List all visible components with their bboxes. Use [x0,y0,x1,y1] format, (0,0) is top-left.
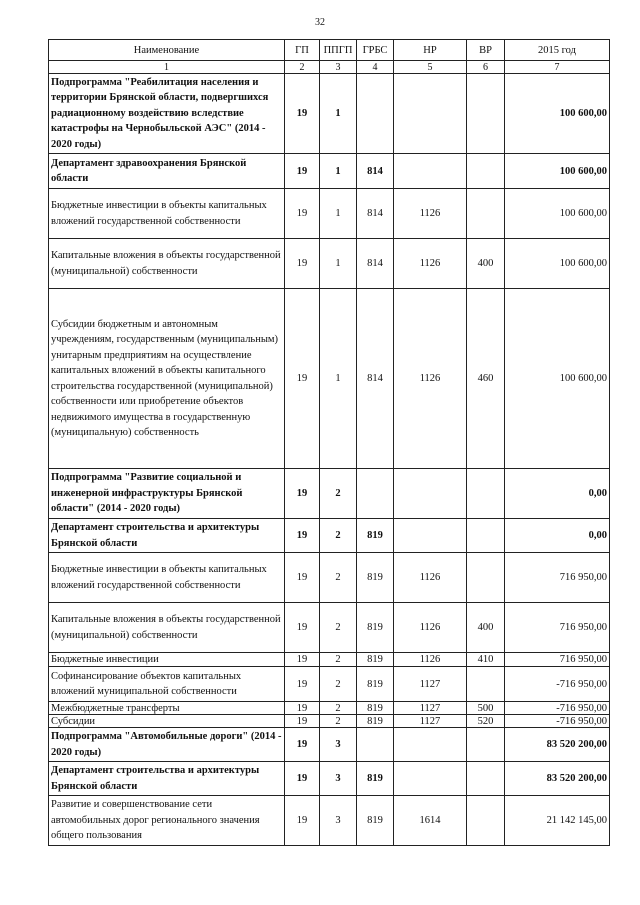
row-nr: 1127 [394,667,467,702]
row-vr [467,667,505,702]
row-name: Субсидии [49,715,285,728]
row-ppgp: 2 [320,553,357,603]
row-amount: 0,00 [505,519,610,553]
table-row [49,189,610,239]
row-vr [467,796,505,846]
row-nr [394,728,467,762]
row-amount: -716 950,00 [505,715,610,728]
row-vr: 460 [467,289,505,469]
row-grbs [357,74,394,154]
row-name: Департамент строительства и архитектуры Брянской области [49,762,285,796]
column-number: 1 [49,61,285,74]
row-nr: 1126 [394,653,467,667]
row-gp: 19 [285,74,320,154]
row-ppgp: 1 [320,239,357,289]
row-nr: 1126 [394,239,467,289]
row-grbs: 819 [357,715,394,728]
row-gp: 19 [285,796,320,846]
row-amount: 100 600,00 [505,154,610,189]
row-amount: 716 950,00 [505,653,610,667]
table-row [49,154,610,189]
table-row [49,702,610,715]
row-grbs: 819 [357,603,394,653]
table-row [49,603,610,653]
row-name: Бюджетные инвестиции в объекты капитальных вложений государственной собственности [49,553,285,603]
row-name: Межбюджетные трансферты [49,702,285,715]
row-nr [394,519,467,553]
row-vr [467,469,505,519]
row-amount: 0,00 [505,469,610,519]
row-ppgp: 3 [320,762,357,796]
row-vr: 400 [467,603,505,653]
column-number: 7 [505,61,610,74]
table-row [49,762,610,796]
row-name: Софинансирование объектов капитальных вложений муниципальной собственности [49,667,285,702]
row-nr: 1127 [394,715,467,728]
row-gp: 19 [285,762,320,796]
row-amount: 21 142 145,00 [505,796,610,846]
column-number: 5 [394,61,467,74]
row-gp: 19 [285,667,320,702]
column-number: 2 [285,61,320,74]
row-vr: 400 [467,239,505,289]
row-grbs: 819 [357,653,394,667]
row-vr [467,519,505,553]
row-amount: 83 520 200,00 [505,728,610,762]
header-nr: НР [394,40,467,61]
row-name: Подпрограмма "Реабилитация населения и территории Брянской области, подвергшихся радиационному воздействию вследствие катастрофы на Чернобыльской АЭС" (2014 - 2020 годы) [49,74,285,154]
row-name: Подпрограмма "Автомобильные дороги" (2014 - 2020 годы) [49,728,285,762]
row-gp: 19 [285,189,320,239]
row-nr [394,469,467,519]
row-amount: 100 600,00 [505,189,610,239]
row-ppgp: 2 [320,603,357,653]
row-ppgp: 1 [320,189,357,239]
table-row [49,469,610,519]
row-gp: 19 [285,702,320,715]
row-gp: 19 [285,154,320,189]
row-nr: 1614 [394,796,467,846]
row-amount: 100 600,00 [505,74,610,154]
budget-table [48,39,610,846]
page-number: 32 [315,17,325,28]
header-ppgp: ППГП [320,40,357,61]
row-nr: 1126 [394,603,467,653]
row-name: Капитальные вложения в объекты государственной (муниципальной) собственности [49,603,285,653]
table-row [49,553,610,603]
row-vr [467,154,505,189]
header-grbs: ГРБС [357,40,394,61]
row-ppgp: 1 [320,289,357,469]
row-name: Бюджетные инвестиции [49,653,285,667]
row-vr [467,553,505,603]
row-grbs [357,728,394,762]
row-name: Департамент здравоохранения Брянской области [49,154,285,189]
row-vr [467,762,505,796]
row-grbs: 814 [357,154,394,189]
row-vr: 520 [467,715,505,728]
row-vr [467,189,505,239]
row-amount: 716 950,00 [505,603,610,653]
row-nr [394,762,467,796]
table-row [49,74,610,154]
row-grbs: 814 [357,189,394,239]
row-ppgp: 1 [320,74,357,154]
row-grbs: 819 [357,702,394,715]
row-gp: 19 [285,715,320,728]
table-row [49,715,610,728]
row-amount: 100 600,00 [505,239,610,289]
row-ppgp: 2 [320,653,357,667]
row-name: Капитальные вложения в объекты государственной (муниципальной) собственности [49,239,285,289]
table-row [49,653,610,667]
row-nr [394,74,467,154]
row-name: Развитие и совершенствование сети автомобильных дорог регионального значения общего пользования [49,796,285,846]
row-gp: 19 [285,469,320,519]
header-gp: ГП [285,40,320,61]
table-row [49,796,610,846]
row-nr: 1127 [394,702,467,715]
row-grbs: 819 [357,519,394,553]
row-grbs [357,469,394,519]
row-name: Бюджетные инвестиции в объекты капитальных вложений государственной собственности [49,189,285,239]
row-amount: 100 600,00 [505,289,610,469]
column-number: 4 [357,61,394,74]
row-amount: -716 950,00 [505,667,610,702]
row-grbs: 819 [357,553,394,603]
header-row [49,40,610,61]
row-gp: 19 [285,728,320,762]
row-amount: 716 950,00 [505,553,610,603]
column-number-row [49,61,610,74]
row-grbs: 819 [357,762,394,796]
row-nr: 1126 [394,289,467,469]
row-ppgp: 3 [320,728,357,762]
row-gp: 19 [285,553,320,603]
row-gp: 19 [285,239,320,289]
table-row [49,289,610,469]
row-vr [467,74,505,154]
row-grbs: 819 [357,667,394,702]
table-row [49,519,610,553]
row-gp: 19 [285,653,320,667]
row-amount: 83 520 200,00 [505,762,610,796]
row-name: Департамент строительства и архитектуры Брянской области [49,519,285,553]
row-amount: -716 950,00 [505,702,610,715]
row-vr: 410 [467,653,505,667]
row-ppgp: 2 [320,715,357,728]
header-name: Наименование [49,40,285,61]
row-ppgp: 2 [320,667,357,702]
column-number: 3 [320,61,357,74]
row-nr: 1126 [394,553,467,603]
row-name: Субсидии бюджетным и автономным учреждениям, государственным (муниципальным) унитарным предприятиям на осуществление капитальных вложений в объекты капитального строительства государственной (муниципальной) собственности или приобретение объектов недвижимого имущества в государственную (муниципальную) собственность [49,289,285,469]
row-ppgp: 2 [320,469,357,519]
row-vr: 500 [467,702,505,715]
column-number: 6 [467,61,505,74]
row-name: Подпрограмма "Развитие социальной и инженерной инфраструктуры Брянской области" (2014 - 2020 годы) [49,469,285,519]
row-nr: 1126 [394,189,467,239]
row-ppgp: 2 [320,702,357,715]
row-ppgp: 1 [320,154,357,189]
row-grbs: 819 [357,796,394,846]
table-row [49,667,610,702]
row-gp: 19 [285,519,320,553]
row-ppgp: 3 [320,796,357,846]
row-ppgp: 2 [320,519,357,553]
row-grbs: 814 [357,289,394,469]
row-gp: 19 [285,603,320,653]
header-year: 2015 год [505,40,610,61]
table-row [49,239,610,289]
row-nr [394,154,467,189]
table-row [49,728,610,762]
row-vr [467,728,505,762]
row-grbs: 814 [357,239,394,289]
header-vr: ВР [467,40,505,61]
row-gp: 19 [285,289,320,469]
